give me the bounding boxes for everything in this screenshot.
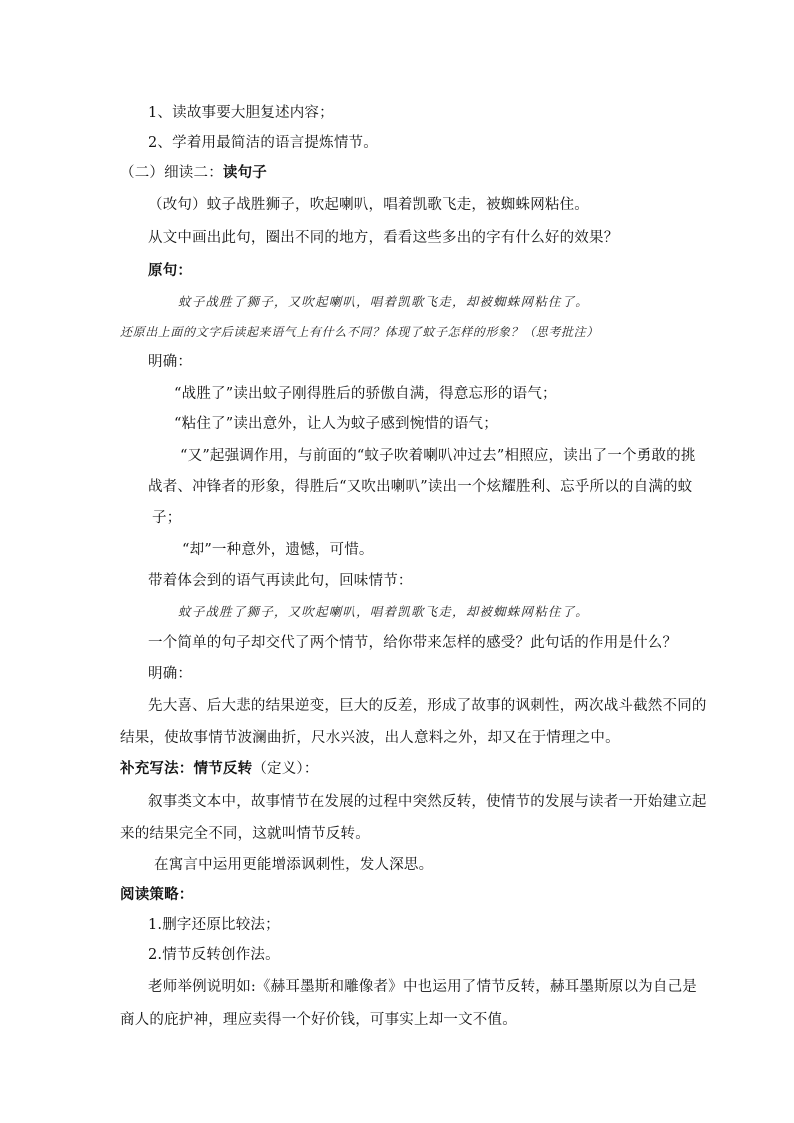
section-heading-prefix: （二）细读二： (120, 165, 223, 181)
text-line: 商人的庇护神，理应卖得一个好价钱，可事实上却一文不值。 (120, 1012, 517, 1028)
text-line: 叙事类文本中，故事情节在发展的过程中突然反转，使情节的发展与读者一开始建立起 (148, 794, 707, 810)
text-line: 一个简单的句子却交代了两个情节，给你带来怎样的感受？此句话的作用是什么？ (148, 635, 678, 651)
text-line: 在寓言中运用更能增添讽刺性，发人深思。 (154, 857, 434, 873)
text-line: 结果，使故事情节波澜曲折，尺水兴波，出人意料之外，却又在于情理之中。 (120, 730, 620, 746)
text-line: “却”一种意外，遗憾，可惜。 (182, 542, 374, 558)
section-heading (120, 163, 267, 183)
text-line: 战者、冲锋者的形象，得胜后“又吹出喇叭”读出一个炫耀胜利、忘乎所以的自满的蚊 (148, 479, 693, 495)
text-line: “粘住了”读出意外，让人为蚊子感到惋惜的语气； (174, 416, 498, 432)
text-line: 从文中画出此句，圈出不同的地方，看看这些多出的字有什么好的效果？ (148, 230, 619, 246)
text-line: 2、学着用最简洁的语言提炼情节。 (148, 135, 378, 151)
list-item: 1.删字还原比较法； (148, 917, 280, 933)
text-line: 1、读故事要大胆复述内容； (148, 105, 334, 121)
handwritten-question: 还原出上面的文字后读起来语气上有什么不同？体现了蚊子怎样的形象？（思考批注） (120, 325, 599, 339)
text-line: （改句）蚊子战胜狮子，吹起喇叭，唱着凯歌飞走，被蜘蛛网粘住。 (148, 197, 589, 213)
text-line: 先大喜、后大悲的结果逆变，巨大的反差，形成了故事的讽刺性，两次战斗截然不同的 (148, 698, 707, 714)
section-heading-title: 读句子 (222, 164, 268, 181)
text-line: “战胜了”读出蚊子刚得胜后的骄傲自满，得意忘形的语气； (174, 386, 557, 402)
strategy-heading: 阅读策略： (120, 886, 194, 903)
text-line: 来的结果完全不同，这就叫情节反转。 (120, 826, 370, 842)
text-line: 子； (152, 510, 182, 526)
handwritten-sentence: 蚊子战胜了狮子，又吹起喇叭，唱着凯歌飞走，却被蜘蛛网粘住了。 (178, 294, 590, 309)
text-line: 带着体会到的语气再读此句，回味情节： (148, 573, 413, 589)
supplement-heading-suffix: （定义）： (252, 761, 319, 777)
text-line: 明确： (148, 666, 193, 682)
original-sentence-label: 原句： (148, 262, 193, 279)
text-line: 明确： (148, 354, 193, 370)
text-line: “又”起强调作用，与前面的“蚊子吹着喇叭冲过去”相照应，读出了一个勇敢的挑 (180, 448, 696, 464)
supplement-heading (120, 759, 319, 779)
supplement-heading-title: 补充写法：情节反转 (120, 760, 253, 777)
list-item: 2.情节反转创作法。 (148, 947, 280, 963)
text-line: 老师举例说明如:《赫耳墨斯和雕像者》中也运用了情节反转，赫耳墨斯原以为自己是 (148, 979, 697, 995)
handwritten-sentence: 蚊子战胜了狮子，又吹起喇叭，唱着凯歌飞走，却被蜘蛛网粘住了。 (178, 604, 590, 619)
